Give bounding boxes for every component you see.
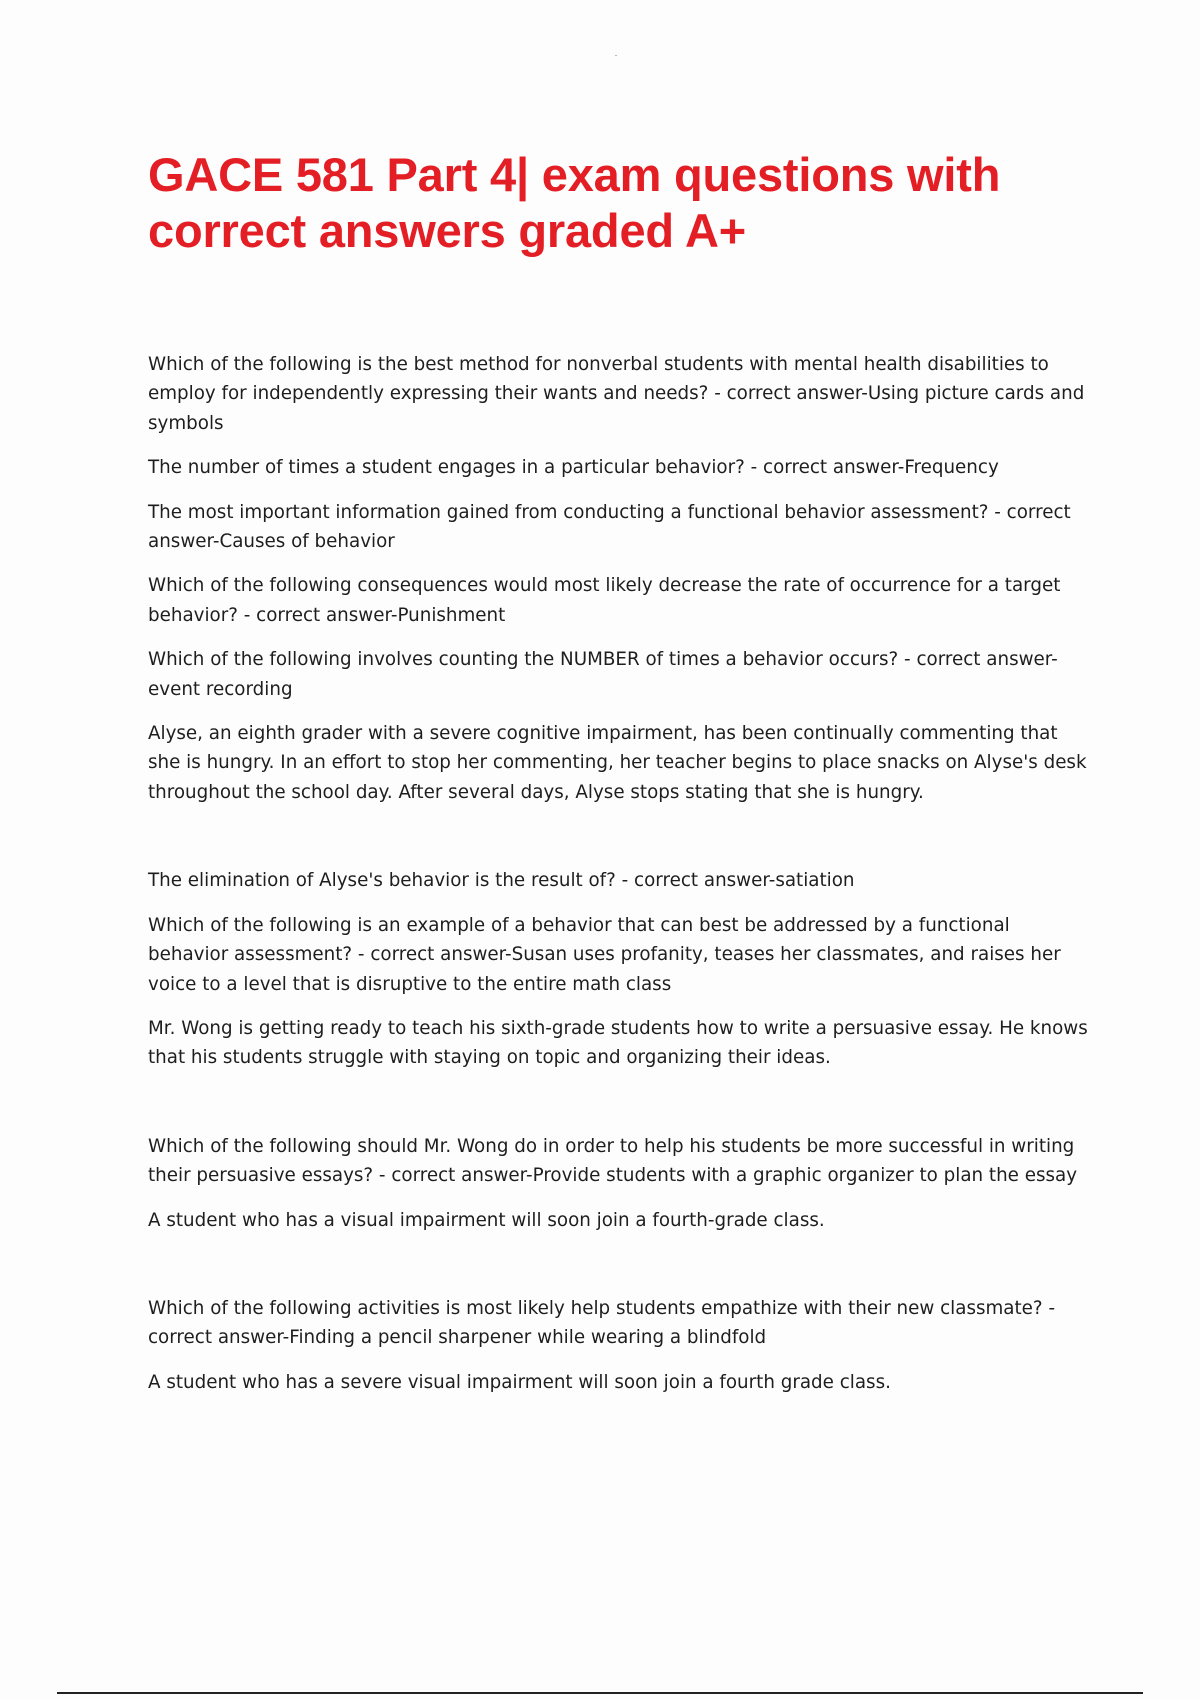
- scan-artifact: [615, 55, 617, 56]
- scenario-paragraph: A student who has a visual impairment will soon join a fourth-grade class.: [148, 1209, 825, 1231]
- scenario-paragraph: Alyse, an eighth grader with a severe cognitive impairment, has been continually commenting that she is hungry. In an effort to stop her commenting, her teacher begins to place snacks on Alyse's desk throughout the school day. After several days, Alyse stops stating that she is hungry.: [148, 723, 1087, 803]
- page-bottom-rule: [57, 1692, 1143, 1694]
- question-paragraph: The number of times a student engages in a particular behavior? - correct answer-Frequency: [148, 457, 999, 479]
- document-body: [148, 350, 1088, 1412]
- question-paragraph: The most important information gained from conducting a functional behavior assessment? - correct answer-Causes of behavior: [148, 501, 1071, 553]
- scenario-paragraph: A student who has a severe visual impairment will soon join a fourth grade class.: [148, 1371, 891, 1393]
- question-paragraph: Which of the following is the best method for nonverbal students with mental health disabilities to employ for independently expressing their wants and needs? - correct answer-Using picture cards and symbols: [148, 354, 1085, 434]
- question-paragraph: Which of the following is an example of a behavior that can best be addressed by a functional behavior assessment? - correct answer-Susan uses profanity, teases her classmates, and raises her voice to a level that is disruptive to the entire math class: [148, 914, 1061, 995]
- question-paragraph: Which of the following consequences would most likely decrease the rate of occurrence for a target behavior? - correct answer-Punishment: [148, 575, 1061, 626]
- document-title: GACE 581 Part 4| exam questions with correct answers graded A+: [148, 148, 1001, 257]
- scenario-paragraph: Mr. Wong is getting ready to teach his sixth-grade students how to write a persuasive essay. He knows that his students struggle with staying on topic and organizing their ideas.: [148, 1017, 1088, 1069]
- question-paragraph: Which of the following involves counting the NUMBER of times a behavior occurs? - correct answer-event recording: [148, 649, 1058, 700]
- question-paragraph: Which of the following activities is most likely help students empathize with their new classmate? - correct answer-Finding a pencil sharpener while wearing a blindfold: [148, 1297, 1056, 1349]
- question-paragraph: The elimination of Alyse's behavior is the result of? - correct answer-satiation: [148, 870, 855, 892]
- question-paragraph: Which of the following should Mr. Wong do in order to help his students be more successful in writing their persuasive essays? - correct answer-Provide students with a graphic organizer to plan the essay: [148, 1135, 1078, 1187]
